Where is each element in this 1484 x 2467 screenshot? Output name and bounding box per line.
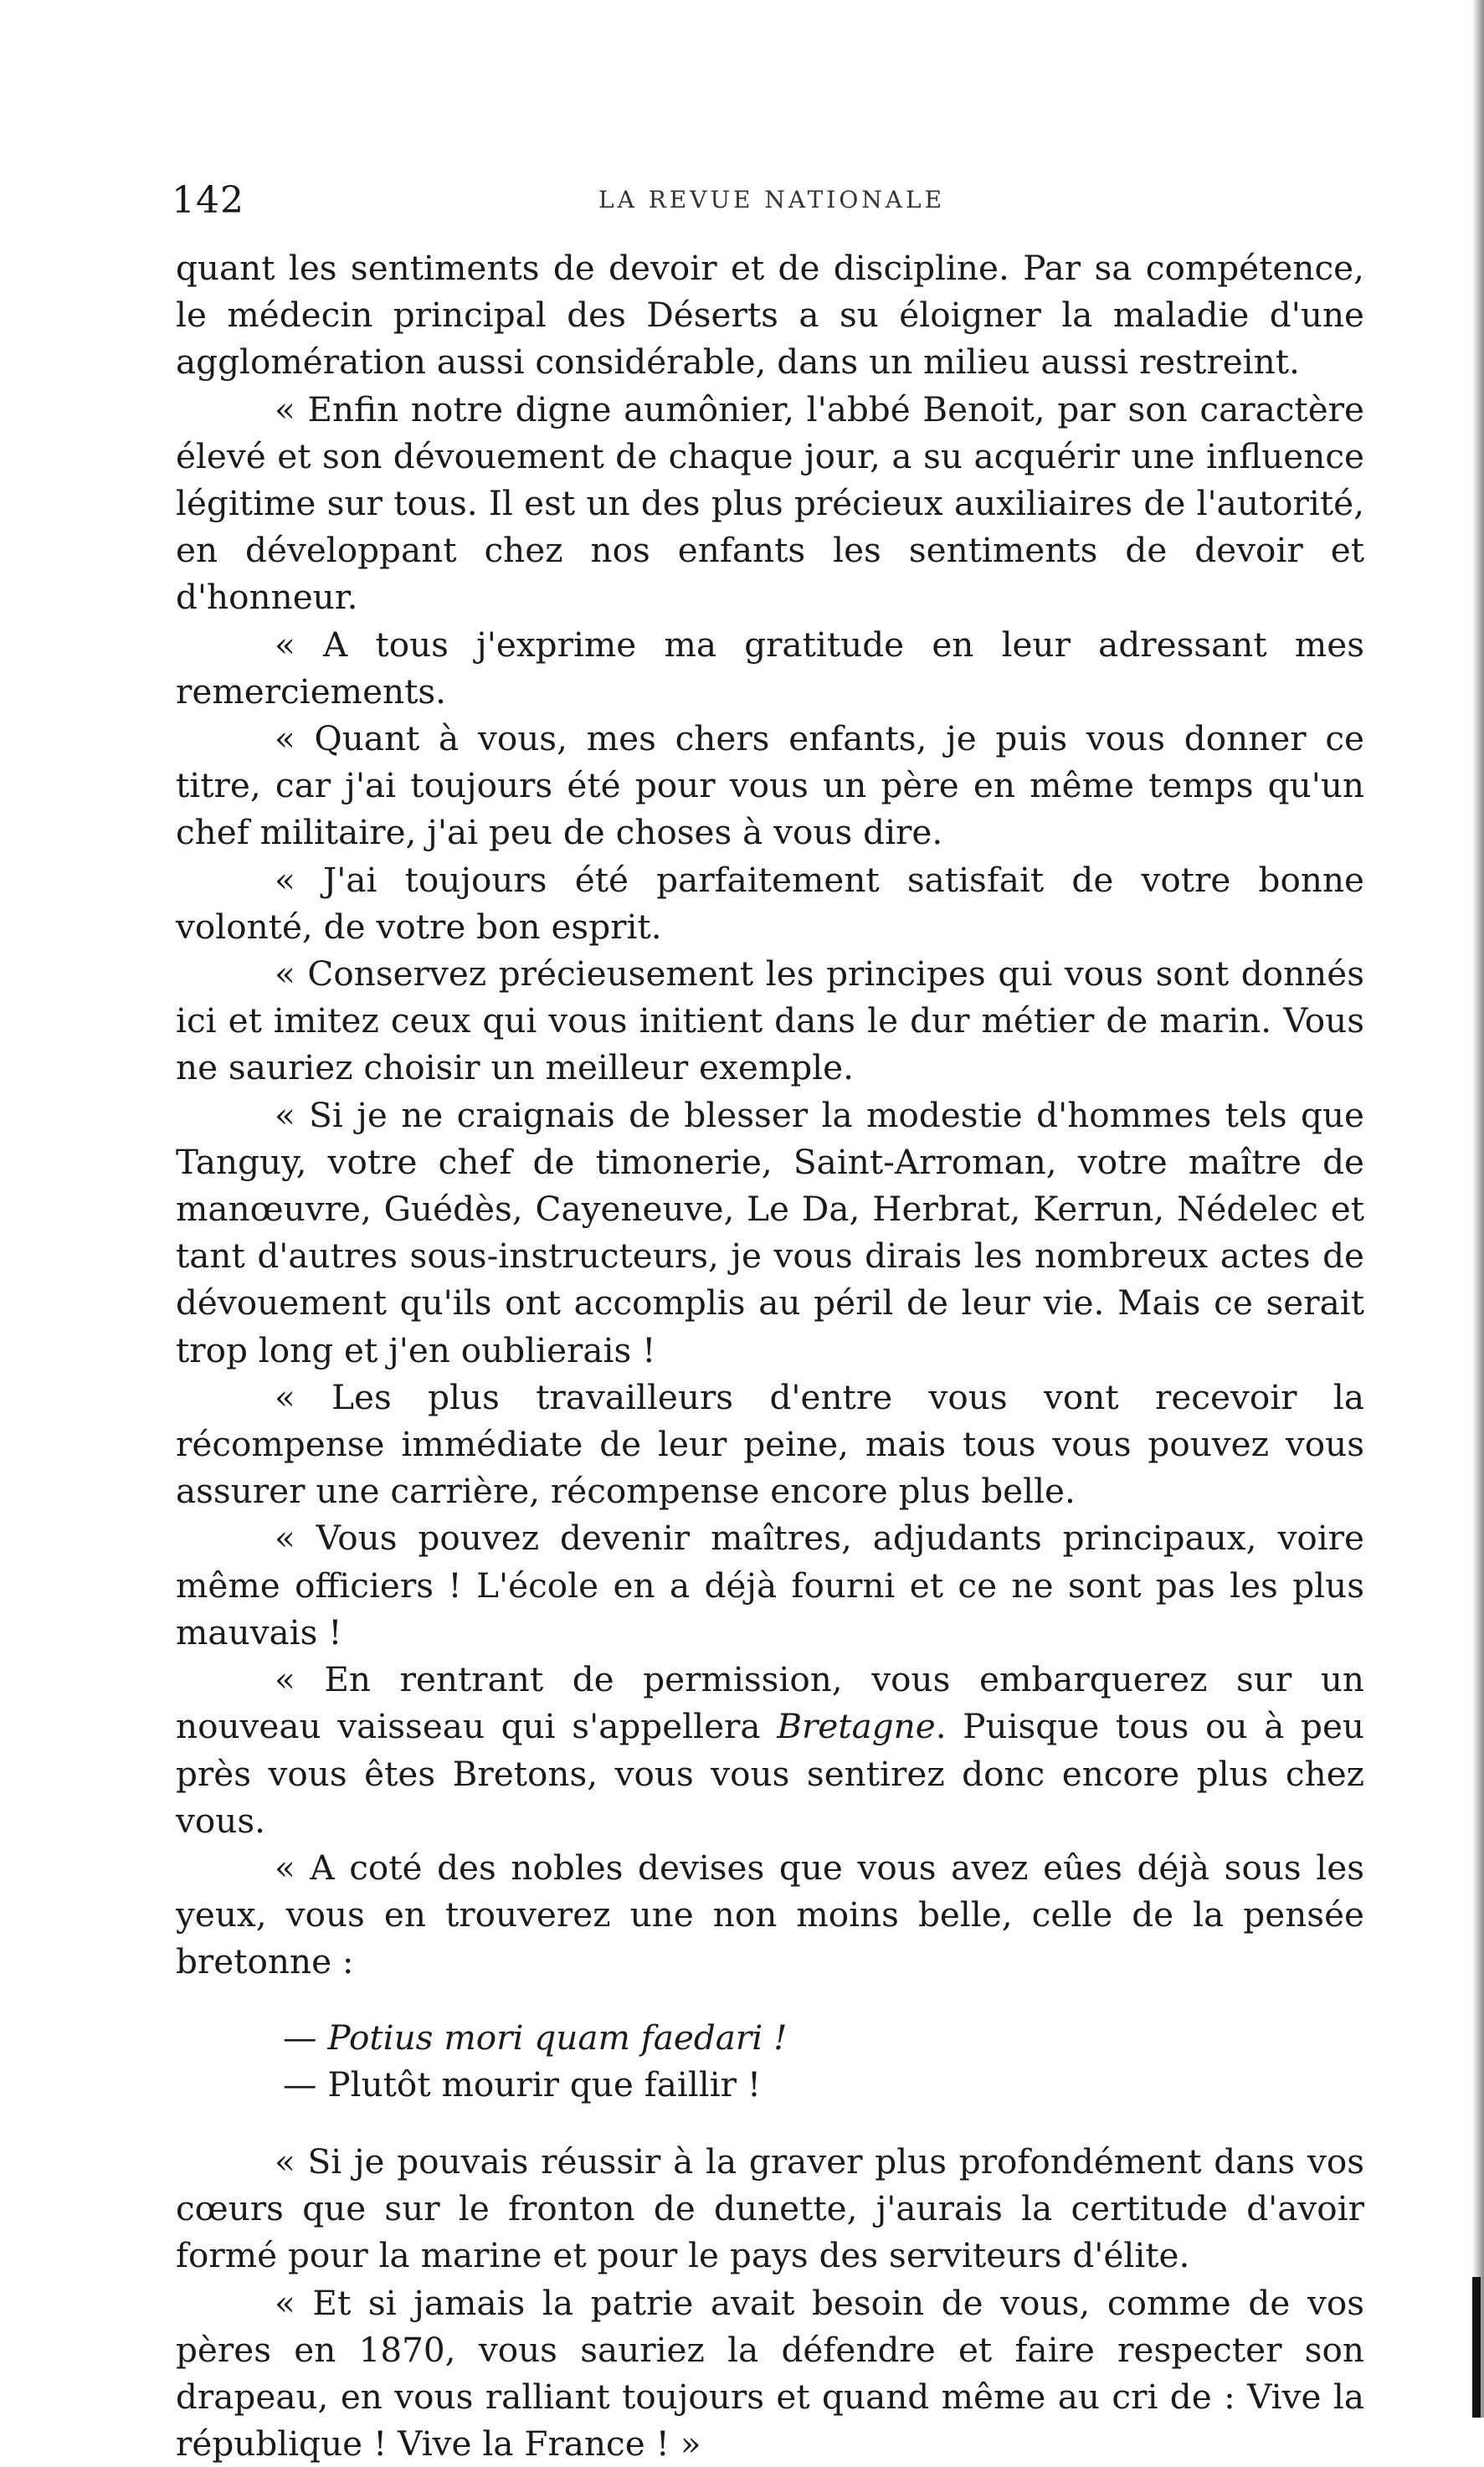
paragraph-6: « Conservez précieusement les principes qui vous sont donnés ici et imitez ceux qui vous initient dans le dur métier de marin. Vous ne sauriez choisir un meilleur exemple. xyxy=(176,953,1364,1088)
motto-block xyxy=(283,2014,1364,2108)
paragraph-10-before: « En rentrant de permission, vous embarquerez sur un nouveau vaisseau qui s'appellera xyxy=(176,1659,1364,1747)
running-title: LA REVUE NATIONALE xyxy=(598,186,946,213)
paragraph-5: « J'ai toujours été parfaitement satisfait de votre bonne volonté, de votre bon esprit. xyxy=(176,859,1364,947)
motto-french: — Plutôt mourir que faillir ! xyxy=(283,2064,762,2105)
page-number: 142 xyxy=(172,179,244,222)
paragraph-3: « A tous j'exprime ma gratitude en leur adressant mes remerciements. xyxy=(176,624,1364,712)
ship-name: Bretagne xyxy=(777,1706,936,1747)
binding-edge-mark xyxy=(1472,2277,1481,2418)
paragraph-9: « Vous pouvez devenir maîtres, adjudants principaux, voire même officiers ! L'école en a déjà fourni et ce ne sont pas les plus mauvais ! xyxy=(176,1518,1364,1652)
page-edge-shadow xyxy=(1472,0,1484,2418)
motto-latin-text: — Potius mori quam faedari ! xyxy=(283,2017,788,2058)
paragraph-10 xyxy=(176,1656,1364,1844)
paragraph-7: « Si je ne craignais de blesser la modestie d'hommes tels que Tanguy, votre chef de timonerie, Saint-Arroman, votre maître de manœuvre, Guédès, Cayeneuve, Le Da, Herbrat, Kerrun, Nédelec et tant d'autres sous-instructeurs, je vous dirais les nombreux actes de dévouement qu'ils ont accomplis au péril de leur vie. Mais ce serait trop long et j'en oublierais ! xyxy=(176,1094,1364,1370)
paragraph-11: « A coté des nobles devises que vous avez eûes déjà sous les yeux, vous en trouverez une non moins belle, celle de la pensée bretonne : xyxy=(176,1847,1364,1982)
page-header xyxy=(172,179,1377,229)
paragraph-1: quant les sentiments de devoir et de discipline. Par sa compétence, le médecin principal des Déserts a su éloigner la maladie d'une agglomération aussi considérable, dans un milieu aussi restreint. xyxy=(176,248,1364,383)
paragraph-12: « Si je pouvais réussir à la graver plus profondément dans vos cœurs que sur le fronton de dunette, j'aurais la certitude d'avoir formé pour la marine et pour le pays des serviteurs d'élite. xyxy=(176,2141,1364,2276)
paragraph-13: « Et si jamais la patrie avait besoin de vous, comme de vos pères en 1870, vous sauriez la défendre et faire respecter son drapeau, en vous ralliant toujours et quand même au cri de : Vive la république ! Vive la France ! » xyxy=(176,2282,1364,2464)
paragraph-10-after: . Puisque tous ou à peu près vous êtes Bretons, vous vous sentirez donc encore plus chez vous. xyxy=(176,1706,1364,1841)
paragraph-2: « Enfin notre digne aumônier, l'abbé Benoit, par son caractère élevé et son dévouement de chaque jour, a su acquérir une influence légitime sur tous. Il est un des plus précieux auxiliaires de l'autorité, en développant chez nos enfants les sentiments de devoir et d'honneur. xyxy=(176,388,1364,618)
body-text xyxy=(176,244,1364,2467)
paragraph-4: « Quant à vous, mes chers enfants, je puis vous donner ce titre, car j'ai toujours été pour vous un père en même temps qu'un chef militaire, j'ai peu de choses à vous dire. xyxy=(176,718,1364,853)
paragraph-8: « Les plus travailleurs d'entre vous vont recevoir la récompense immédiate de leur peine, mais tous vous pouvez vous assurer une carrière, récompense encore plus belle. xyxy=(176,1376,1364,1512)
motto-latin xyxy=(283,2014,1364,2061)
